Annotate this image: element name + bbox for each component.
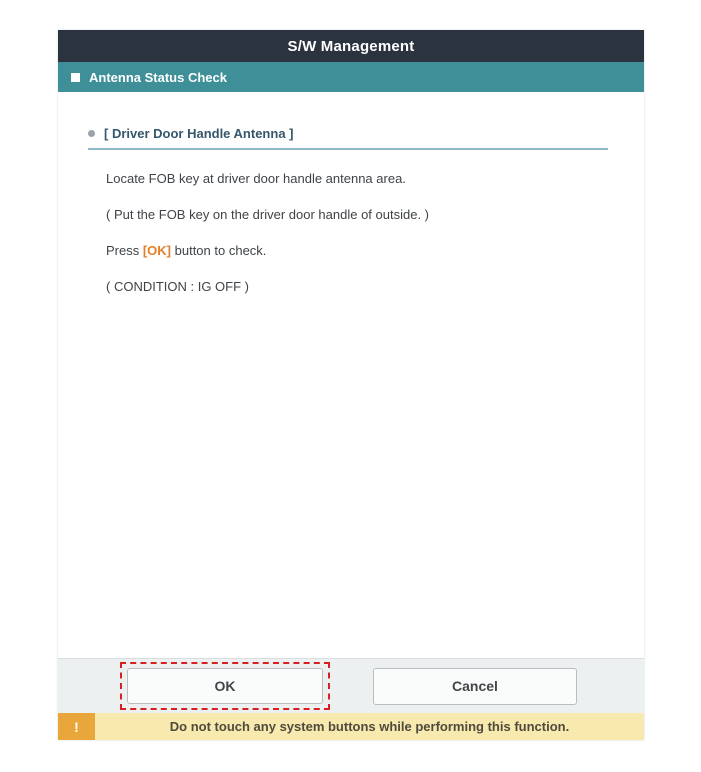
page-title: S/W Management [287, 37, 415, 55]
section-title: [ Driver Door Handle Antenna ] [104, 126, 294, 141]
instruction-text: button to check. [171, 243, 267, 258]
cancel-button[interactable]: Cancel [373, 668, 577, 705]
instruction-line-press [106, 244, 614, 258]
ok-focus-outline [120, 662, 330, 710]
function-header [58, 62, 644, 92]
button-bar [58, 658, 644, 713]
content-area [58, 92, 644, 658]
sw-management-panel [58, 30, 644, 740]
warning-message: Do not touch any system buttons while performing this function. [95, 713, 644, 740]
bullet-square-icon [71, 73, 80, 82]
ok-highlight: [OK] [142, 243, 172, 258]
ok-button[interactable]: OK [127, 668, 323, 704]
exclamation-icon: ! [58, 713, 95, 740]
section-heading [88, 126, 608, 150]
condition-line: ( CONDITION : IG OFF ) [106, 279, 249, 294]
instruction-text: Press [106, 243, 143, 258]
instruction-line: ( Put the FOB key on the driver door handle of outside. ) [106, 207, 430, 222]
instruction-line: Locate FOB key at driver door handle antenna area. [106, 171, 406, 186]
instructions [106, 172, 614, 294]
warning-bar [58, 713, 644, 740]
bullet-dot-icon [88, 130, 95, 137]
function-header-label: Antenna Status Check [89, 69, 227, 85]
title-bar [58, 30, 644, 62]
